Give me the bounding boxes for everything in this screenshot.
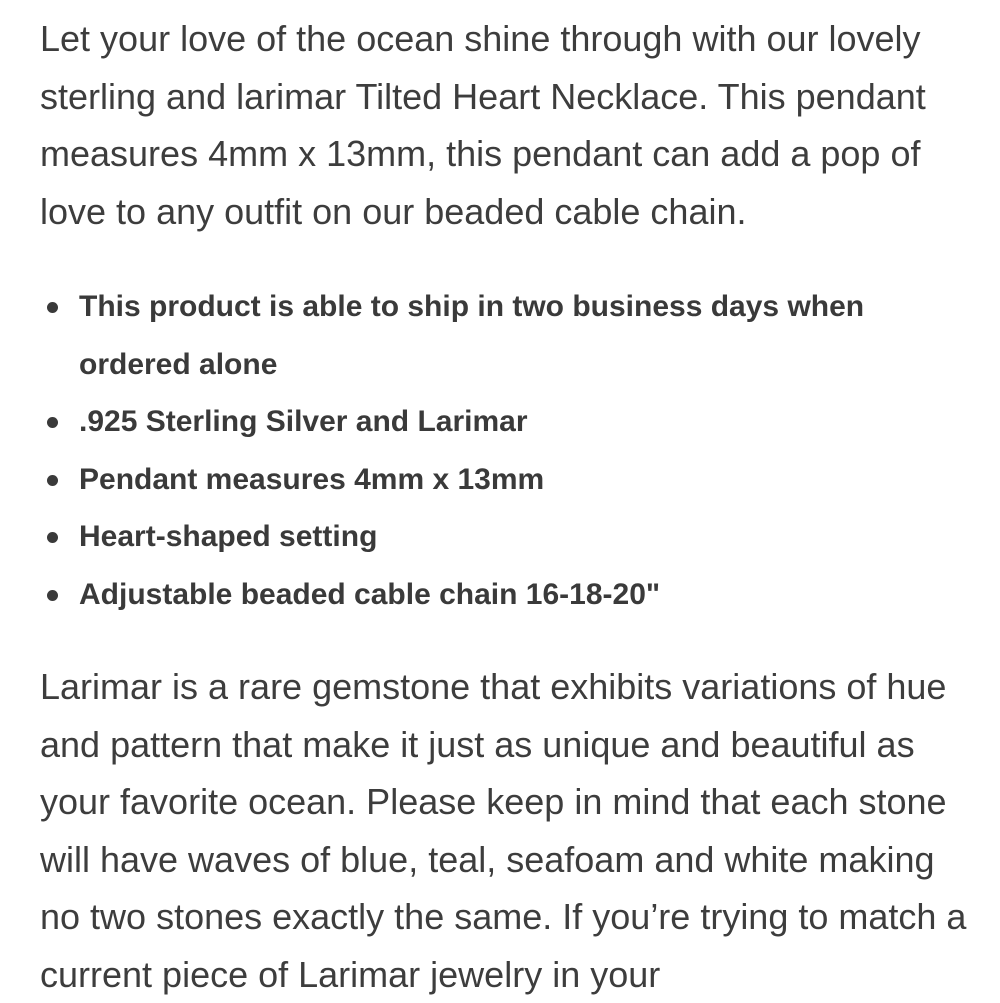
bullet-icon bbox=[47, 590, 58, 601]
feature-text: Pendant measures 4mm x 13mm bbox=[79, 462, 545, 496]
list-item bbox=[40, 451, 960, 509]
feature-list bbox=[40, 278, 960, 623]
list-item bbox=[40, 508, 960, 566]
bullet-icon bbox=[47, 475, 58, 486]
bullet-icon bbox=[47, 417, 58, 428]
list-item bbox=[40, 278, 960, 393]
larimar-paragraph: Larimar is a rare gemstone that exhibits variations of hue and pattern that make it just as unique and beautiful as your favorite ocean. Please keep in mind that each stone will have waves of blue, teal, seafoam and white making no two stones exactly the same. If you’re trying to match a current piece of Larimar jewelry in your bbox=[40, 666, 967, 995]
bullet-icon bbox=[47, 302, 58, 313]
bullet-icon bbox=[47, 532, 58, 543]
feature-text: Heart-shaped setting bbox=[79, 520, 378, 553]
feature-text: Adjustable beaded cable chain 16-18-20" bbox=[79, 577, 661, 611]
feature-text: This product is able to ship in two business days when ordered alone bbox=[79, 290, 865, 381]
list-item bbox=[40, 566, 960, 624]
intro-paragraph: Let your love of the ocean shine through with our lovely sterling and larimar Tilted Heart Necklace. This pendant measures 4mm x 13mm, this pendant can add a pop of love to any outfit on our beaded cable chain. bbox=[40, 18, 926, 232]
list-item bbox=[40, 393, 960, 451]
feature-text: .925 Sterling Silver and Larimar bbox=[79, 405, 528, 438]
product-description bbox=[40, 10, 970, 995]
